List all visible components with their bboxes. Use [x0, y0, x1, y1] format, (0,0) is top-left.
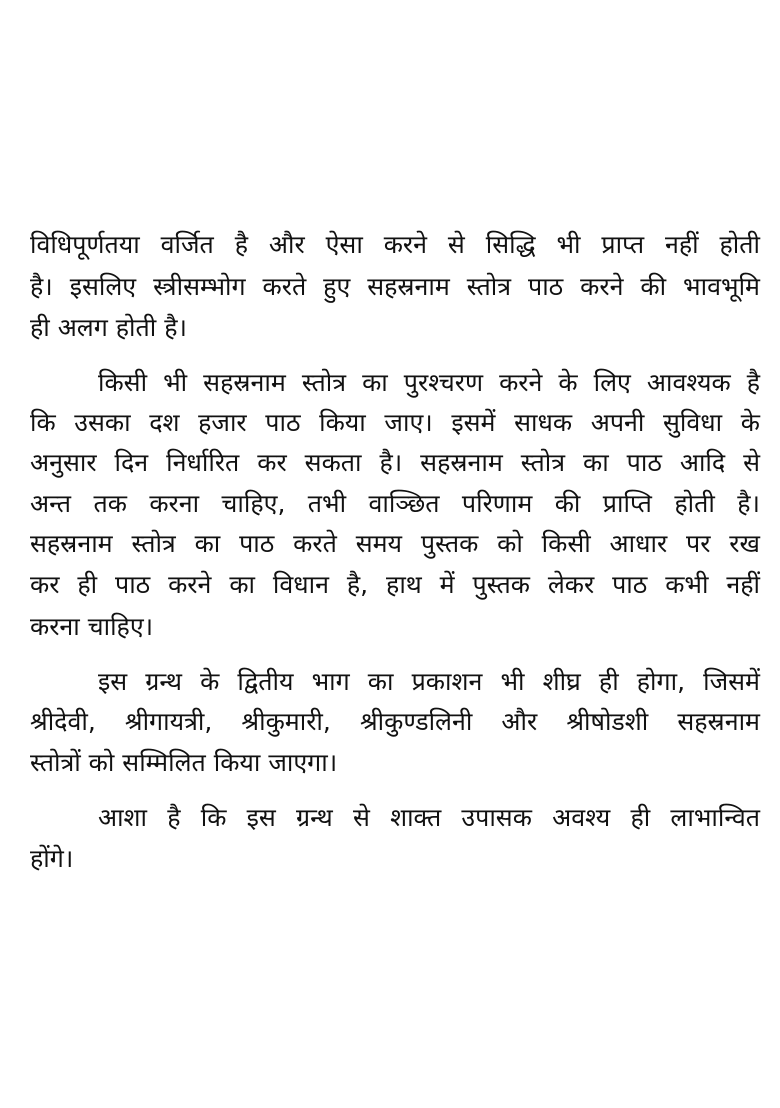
text-line: अनुसार दिन निर्धारित कर सकता है। सहस्रनाम स्तोत्र का पाठ आदि से: [30, 448, 760, 477]
text-line: कर ही पाठ करने का विधान है, हाथ में पुस्तक लेकर पाठ कभी नहीं: [30, 570, 760, 599]
text-line: इस ग्रन्थ के द्वितीय भाग का प्रकाशन भी शीघ्र ही होगा, जिसमें: [98, 667, 760, 696]
text-line: ही अलग होती है।: [30, 313, 187, 342]
text-line: होंगे।: [30, 844, 74, 873]
text-line: करना चाहिए।: [30, 612, 154, 641]
text-line: सहस्रनाम स्तोत्र का पाठ करते समय पुस्तक को किसी आधार पर रख: [30, 529, 760, 558]
text-line: अन्त तक करना चाहिए, तभी वाञ्छित परिणाम की प्राप्ति होती है।: [30, 489, 760, 518]
text-line: स्तोत्रों को सम्मिलित किया जाएगा।: [30, 748, 338, 777]
text-line: विधिपूर्णतया वर्जित है और ऐसा करने से सिद्धि भी प्राप्त नहीं होती: [30, 230, 760, 259]
text-line: कि उसका दश हजार पाठ किया जाए। इसमें साधक अपनी सुविधा के: [30, 408, 760, 437]
text-line: है। इसलिए स्त्रीसम्भोग करते हुए सहस्रनाम स्तोत्र पाठ करने की भावभूमि: [30, 272, 760, 301]
text-line: आशा है कि इस ग्रन्थ से शाक्त उपासक अवश्य ही लाभान्वित: [98, 803, 760, 832]
text-line: किसी भी सहस्रनाम स्तोत्र का पुरश्चरण करने के लिए आवश्यक है: [98, 368, 760, 397]
text-line: श्रीदेवी, श्रीगायत्री, श्रीकुमारी, श्रीकुण्डलिनी और श्रीषोडशी सहस्रनाम: [30, 707, 760, 736]
